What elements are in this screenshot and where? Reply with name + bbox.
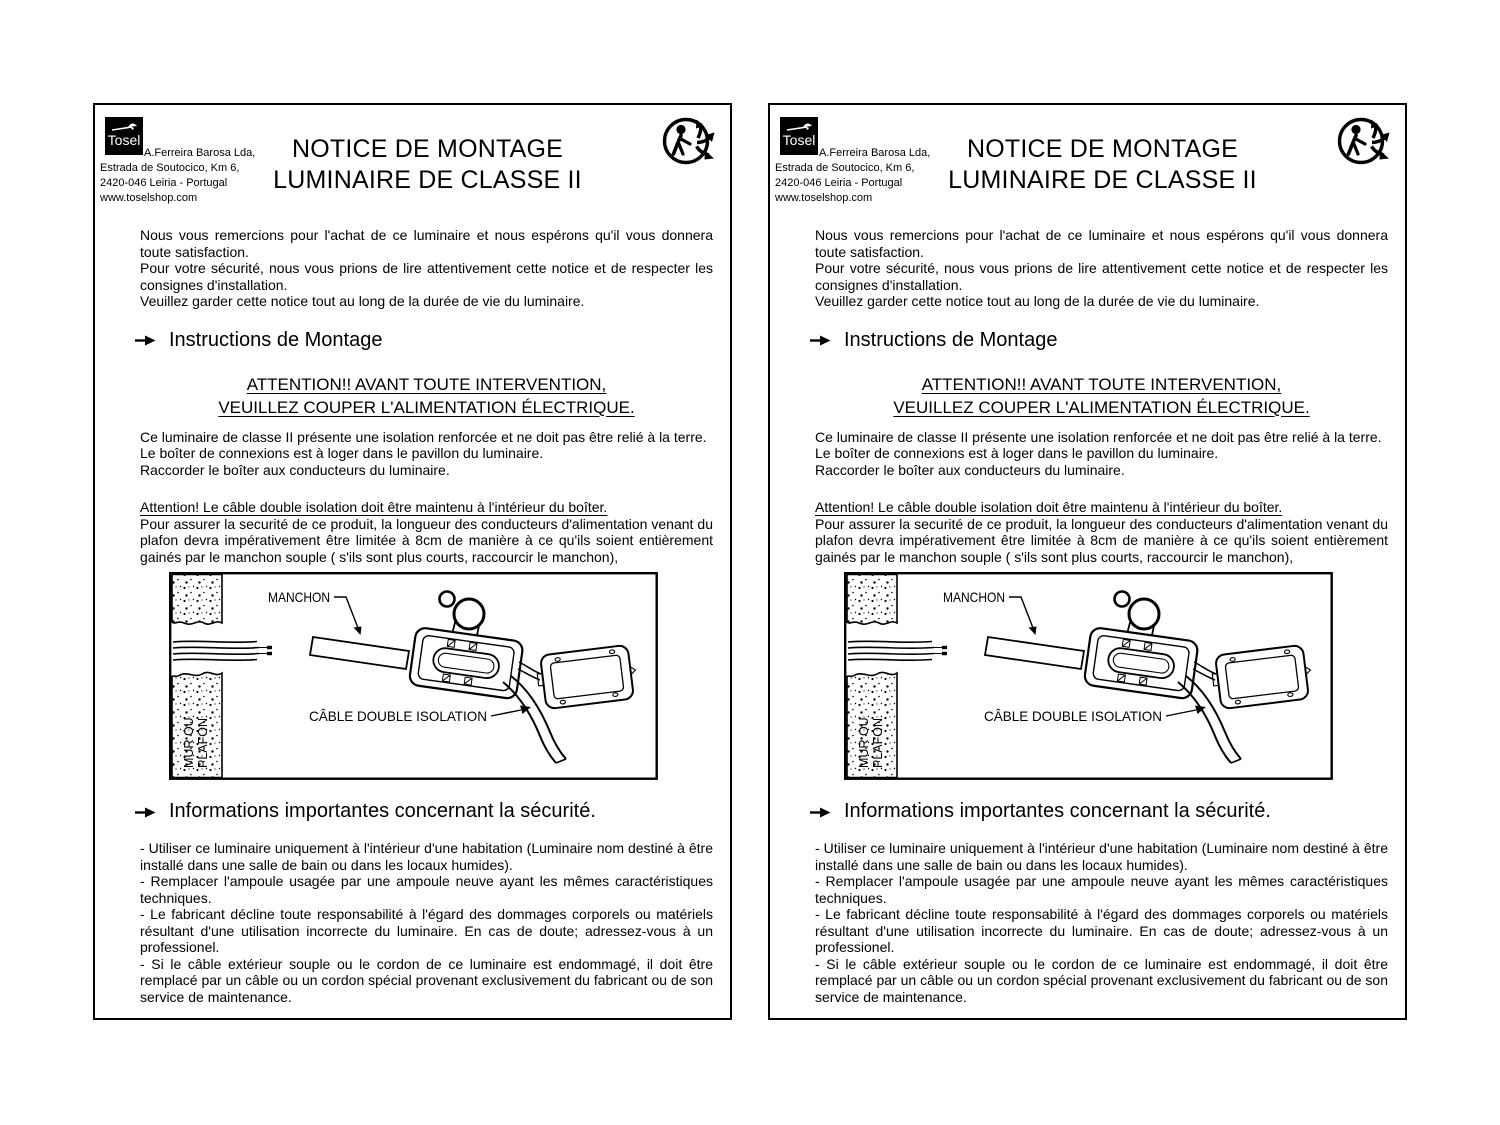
power-warning — [815, 373, 1388, 419]
safety-bullet-list — [815, 840, 1388, 1005]
warning-line: VEUILLEZ COUPER L'ALIMENTATION ÉLECTRIQUE. — [218, 397, 635, 417]
warning-line: VEUILLEZ COUPER L'ALIMENTATION ÉLECTRIQUE. — [893, 397, 1310, 417]
page-title — [885, 134, 1320, 196]
address-line: A.Ferreira Barosa Lda, — [144, 147, 256, 159]
safety-bullet: - Le fabricant décline toute responsabilité à l'égard des dommages corporels ou matériels résultant d'une utilisation incorrecte du luminaire. En cas de doute; adressez-vous à un professionel. — [815, 906, 1388, 955]
logo-brand-text: Tosel — [782, 132, 816, 148]
section-heading-montage — [135, 327, 713, 353]
title-line-2: LUMINAIRE DE CLASSE II — [948, 166, 1257, 194]
cover-plate — [1210, 644, 1314, 710]
notice-page — [768, 103, 1407, 1020]
safety-bullet: - Remplacer l'ampoule usagée par une ampoule neuve ayant les mêmes caractéristiques techniques. — [815, 873, 1388, 906]
safety-bullet: - Si le câble extérieur souple ou le cordon de ce luminaire est endommagé, il doit être remplacé par un câble ou un cordon spécial provenant exclusivement du fabricant ou de son service de maintenance. — [815, 955, 1388, 1005]
cover-plate — [535, 644, 639, 710]
section-heading-safety — [810, 798, 1388, 824]
intro-paragraph: Veuillez garder cette notice tout au long de la durée de vie du luminaire. — [140, 293, 585, 309]
arrow-right-icon — [810, 335, 831, 346]
intro-block — [815, 227, 1388, 310]
wall-label — [182, 717, 210, 768]
section-heading-montage — [810, 327, 1388, 353]
notice-page — [93, 103, 732, 1020]
safety-bullet-list — [140, 840, 713, 1005]
safety-bullet: - Le fabricant décline toute responsabilité à l'égard des dommages corporels ou matériels résultant d'une utilisation incorrecte du luminaire. En cas de doute; adressez-vous à un professionel. — [140, 906, 713, 955]
manchon-label: MANCHON — [943, 589, 1005, 605]
installation-diagram — [844, 572, 1333, 780]
title-line-1: NOTICE DE MONTAGE — [966, 135, 1238, 163]
body-line: Le boîter de connexions est à loger dans le pavillon du luminaire. — [140, 445, 544, 461]
page-header — [770, 105, 1405, 217]
page-title — [210, 134, 645, 196]
wall-label-line2: PLAFON — [871, 717, 885, 768]
address-line: Estrada de Soutocico, Km 6, — [100, 162, 240, 174]
cable-attention-note — [140, 499, 713, 516]
cable-label: CÂBLE DOUBLE ISOLATION — [984, 708, 1162, 724]
intro-paragraph: Pour votre sécurité, nous vous prions de lire attentivement cette notice et de respecter les consignes d'installation. — [815, 260, 1388, 293]
address-line: 2420-046 Leiria - Portugal — [775, 177, 903, 189]
page-body — [770, 227, 1405, 1005]
address-line: 2420-046 Leiria - Portugal — [100, 177, 228, 189]
address-line: Estrada de Soutocico, Km 6, — [775, 162, 915, 174]
section-heading-safety — [135, 798, 713, 824]
body-line: Raccorder le boîter aux conducteurs du luminaire. — [140, 461, 450, 478]
section-heading-text: Instructions de Montage — [844, 328, 1058, 351]
arrow-right-icon — [810, 807, 831, 818]
section-heading-text: Informations importantes concernant la sécurité. — [169, 800, 596, 822]
logo-brand-text: Tosel — [107, 132, 141, 148]
intro-paragraph: Nous vous remercions pour l'achat de ce luminaire et nous espérons qu'il vous donnera toute satisfaction. — [815, 227, 1388, 260]
manchon-label: MANCHON — [268, 589, 330, 605]
arrow-right-icon — [135, 807, 156, 818]
attention-note-text: Attention! Le câble double isolation doit être maintenu à l'intérieur du boîter. — [140, 499, 608, 515]
title-line-1: NOTICE DE MONTAGE — [291, 135, 563, 163]
title-line-2: LUMINAIRE DE CLASSE II — [273, 166, 582, 194]
triman-recycling-icon — [662, 114, 718, 168]
safety-bullet: - Utiliser ce luminaire uniquement à l'intérieur d'une habitation (Luminaire nom destiné à être installé dans une salle de bain ou dans les locaux humides). — [140, 840, 713, 873]
class2-paragraph — [815, 429, 1388, 479]
section-heading-text: Informations importantes concernant la sécurité. — [844, 800, 1271, 822]
wall-label-line2: PLAFON — [196, 717, 210, 768]
cable-attention-note — [815, 499, 1388, 516]
class2-paragraph — [140, 429, 713, 479]
installation-diagram — [169, 572, 658, 780]
body-line: Raccorder le boîter aux conducteurs du luminaire. — [815, 461, 1125, 478]
attention-note-text: Attention! Le câble double isolation doit être maintenu à l'intérieur du boîter. — [815, 499, 1283, 515]
cable-label: CÂBLE DOUBLE ISOLATION — [309, 708, 487, 724]
intro-block — [140, 227, 713, 310]
sleeve-paragraph: Pour assurer la securité de ce produit, la longueur des conducteurs d'alimentation venant du plafon devra impérativement être limitée à 8cm de manière à ce qu'ils soient entièrement gainés par le manchon souple ( s'ils sont plus courts, raccourcir le manchon), — [140, 515, 713, 565]
intro-paragraph: Nous vous remercions pour l'achat de ce luminaire et nous espérons qu'il vous donnera toute satisfaction. — [140, 227, 713, 260]
wall-label-line1: MUR OU — [857, 717, 871, 768]
safety-bullet: - Remplacer l'ampoule usagée par une ampoule neuve ayant les mêmes caractéristiques techniques. — [140, 873, 713, 906]
intro-paragraph: Veuillez garder cette notice tout au long de la durée de vie du luminaire. — [815, 293, 1260, 309]
wall-label — [857, 717, 885, 768]
page-header — [95, 105, 730, 217]
address-line: A.Ferreira Barosa Lda, — [819, 147, 931, 159]
address-line: www.toselshop.com — [775, 192, 873, 204]
body-line: Ce luminaire de classe II présente une isolation renforcée et ne doit pas être relié à la terre. — [140, 428, 707, 445]
address-line: www.toselshop.com — [100, 192, 198, 204]
warning-line: ATTENTION!! AVANT TOUTE INTERVENTION, — [921, 374, 1282, 394]
arrow-right-icon — [135, 335, 156, 346]
intro-paragraph: Pour votre sécurité, nous vous prions de lire attentivement cette notice et de respecter les consignes d'installation. — [140, 260, 713, 293]
wall-label-line1: MUR OU — [182, 717, 196, 768]
section-heading-text: Instructions de Montage — [169, 328, 383, 351]
safety-bullet: - Si le câble extérieur souple ou le cordon de ce luminaire est endommagé, il doit être remplacé par un câble ou un cordon spécial provenant exclusivement du fabricant ou de son service de maintenance. — [140, 955, 713, 1005]
body-line: Le boîter de connexions est à loger dans le pavillon du luminaire. — [815, 445, 1219, 461]
page-body — [95, 227, 730, 1005]
sleeve-paragraph: Pour assurer la securité de ce produit, la longueur des conducteurs d'alimentation venant du plafon devra impérativement être limitée à 8cm de manière à ce qu'ils soient entièrement gainés par le manchon souple ( s'ils sont plus courts, raccourcir le manchon), — [815, 515, 1388, 565]
power-warning — [140, 373, 713, 419]
body-line: Ce luminaire de classe II présente une isolation renforcée et ne doit pas être relié à la terre. — [815, 428, 1382, 445]
safety-bullet: - Utiliser ce luminaire uniquement à l'intérieur d'une habitation (Luminaire nom destiné à être installé dans une salle de bain ou dans les locaux humides). — [815, 840, 1388, 873]
warning-line: ATTENTION!! AVANT TOUTE INTERVENTION, — [246, 374, 607, 394]
triman-recycling-icon — [1337, 114, 1393, 168]
